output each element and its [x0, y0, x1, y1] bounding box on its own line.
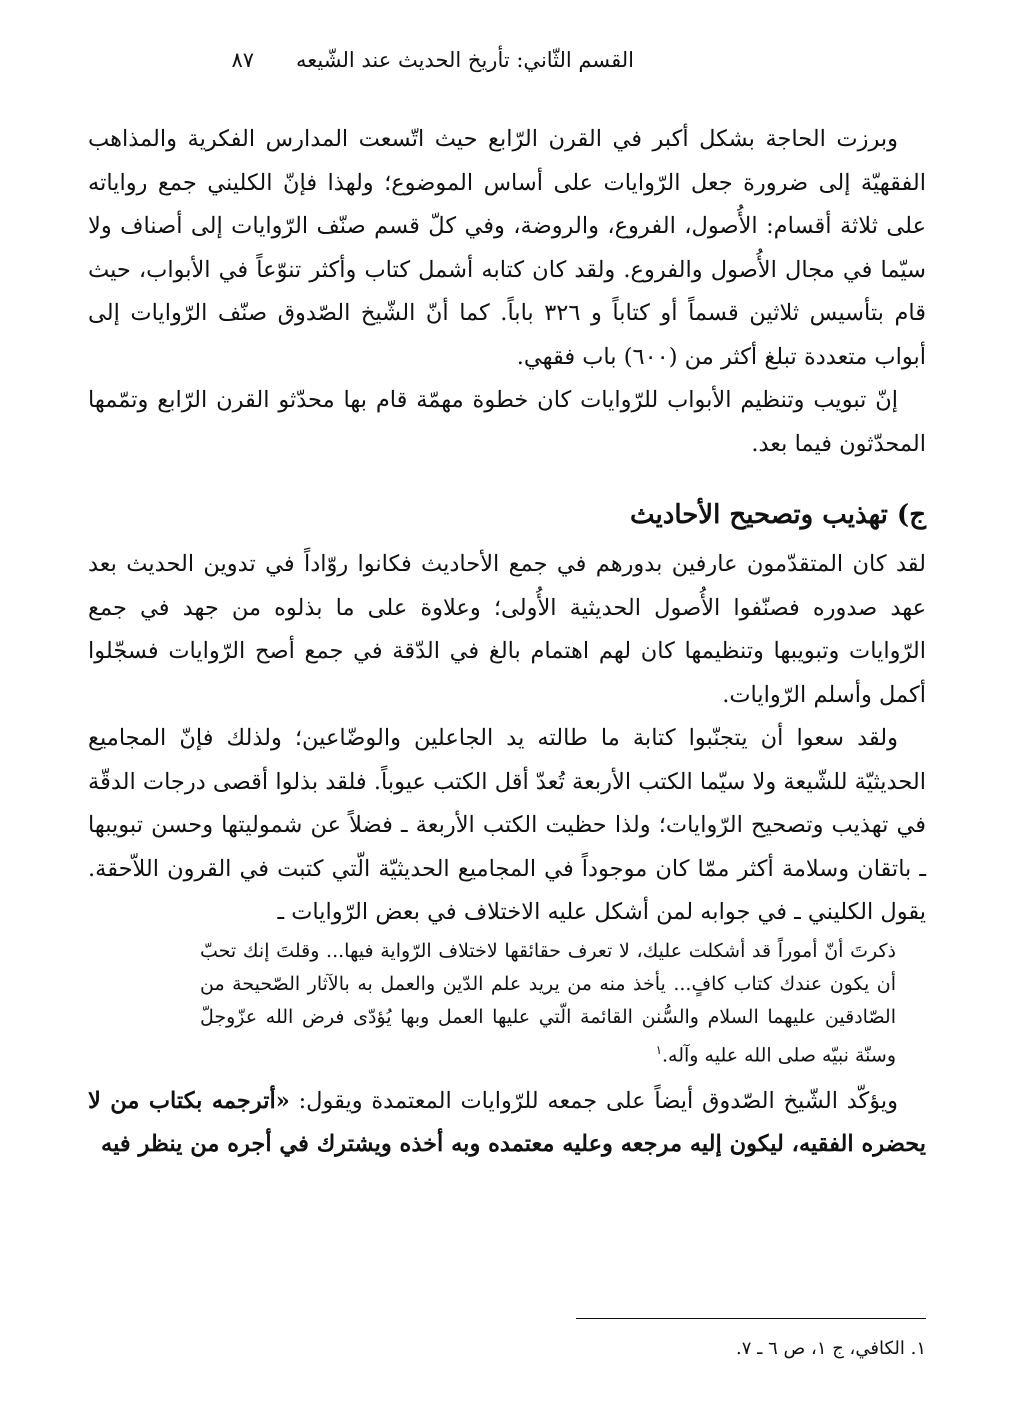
paragraph-four-books: ولقد سعوا أن يتجنّبوا كتابة ما طالته يد الجاعلين والوضّاعين؛ ولذلك فإنّ المجاميع الحديثيّة للشّيعة ولا سيّما الكتب الأربعة تُعدّ أقل الكتب عيوباً. فلقد بذلوا أقصى درجات الدقّة في تهذيب وتصحيح الرّوايات؛ ولذا حظيت الكتب الأربعة ـ فضلاً عن شموليتها وحسن تبويبها ـ باتقان وسلامة أكثر ممّا كان موجوداً في المجاميع الحديثيّة الّتي كتبت في القرون اللاّحقة. يقول الكليني ـ في جوابه لمن أشكل عليه الاختلاف في بعض الرّوايات ـ	[88, 725, 926, 925]
footnote: ١. الكافي، ج ١، ص ٦ ـ ٧.	[736, 1338, 926, 1359]
paragraph-saduq	[88, 1080, 926, 1167]
paragraph-chapter-organization: إنّ تبويب وتنظيم الأبواب للرّوايات كان خطوة مهمّة قام بها محدّثو القرن الرّابع وتمّمها المحدّثون فيما بعد.	[88, 387, 926, 457]
kulayni-quote-text: ذكرتَ أنّ أموراً قد أشكلت عليك، لا تعرف حقائقها لاختلاف الرّواية فيها... وقلتَ إنك تحبّ أن يكون عندك كتاب كافٍ... يأخذ منه من يريد علم الدّين والعمل به بالآثار الصّحيحة من الصّادقين عليهما السلام والسُّنن القائمة الّتي عليها العمل وبها يُؤدّى فرض الله عزّوجلّ وسنّة نبيّه صلى الله عليه وآله.	[200, 939, 896, 1066]
footnote-divider	[576, 1318, 926, 1319]
document-page	[88, 38, 926, 1398]
paragraph-hadith-classification: وبرزت الحاجة بشكل أكبر في القرن الرّابع حيث اتّسعت المدارس الفكرية والمذاهب الفقهيّة إلى ضرورة جعل الرّوايات على أساس الموضوع؛ ولهذا فإنّ الكليني جمع رواياته على ثلاثة أقسام: الأُصول، الفروع، والروضة، وفي كلّ قسم صنّف الرّوايات إلى أصناف ولا سيّما في مجال الأُصول والفروع. ولقد كان كتابه أشمل كتاب وأكثر تنوّعاً في الأبواب، حيث قام بتأسيس ثلاثين قسماً أو كتاباً و ٣٢٦ باباً. كما أنّ الشّيخ الصّدوق صنّف الرّوايات إلى أبواب متعددة تبلغ أكثر من (٦٠٠) باب فقهي.	[88, 126, 926, 370]
kulayni-quote	[200, 935, 896, 1072]
paragraph-saduq-bold-quote: «أترجمه بكتاب من لا يحضره الفقيه، ليكون إليه مرجعه وعليه معتمده وبه أخذه ويشترك في أجره من ينظر فيه	[88, 1087, 926, 1158]
section-title: ج) تهذيب وتصحيح الأحاديث	[629, 500, 926, 530]
paragraph-early-scholars: لقد كان المتقدّمون عارفين بدورهم في جمع الأحاديث فكانوا روّاداً في تدوين الحديث بعد عهد صدوره فصنّفوا الأُصول الحديثية الأُولى؛ وعلاوة على ما بذلوه من جهد في جمع الرّوايات وتبويبها وتنظيمها كان لهم اهتمام بالغ في الدّقة في جمع أصح الرّوايات فسجّلوا أكمل وأسلم الرّوايات.	[88, 551, 926, 708]
running-header	[88, 38, 926, 82]
page-number: ٨٧	[231, 48, 255, 72]
header-title: القسم الثّاني: تأريخ الحديث عند الشّيعه	[296, 48, 634, 72]
footnote-reference: ١	[655, 1042, 663, 1057]
paragraph-saduq-text: ويؤكّد الشّيخ الصّدوق أيضاً على جمعه للرّوايات المعتمدة ويقول:	[298, 1087, 899, 1114]
